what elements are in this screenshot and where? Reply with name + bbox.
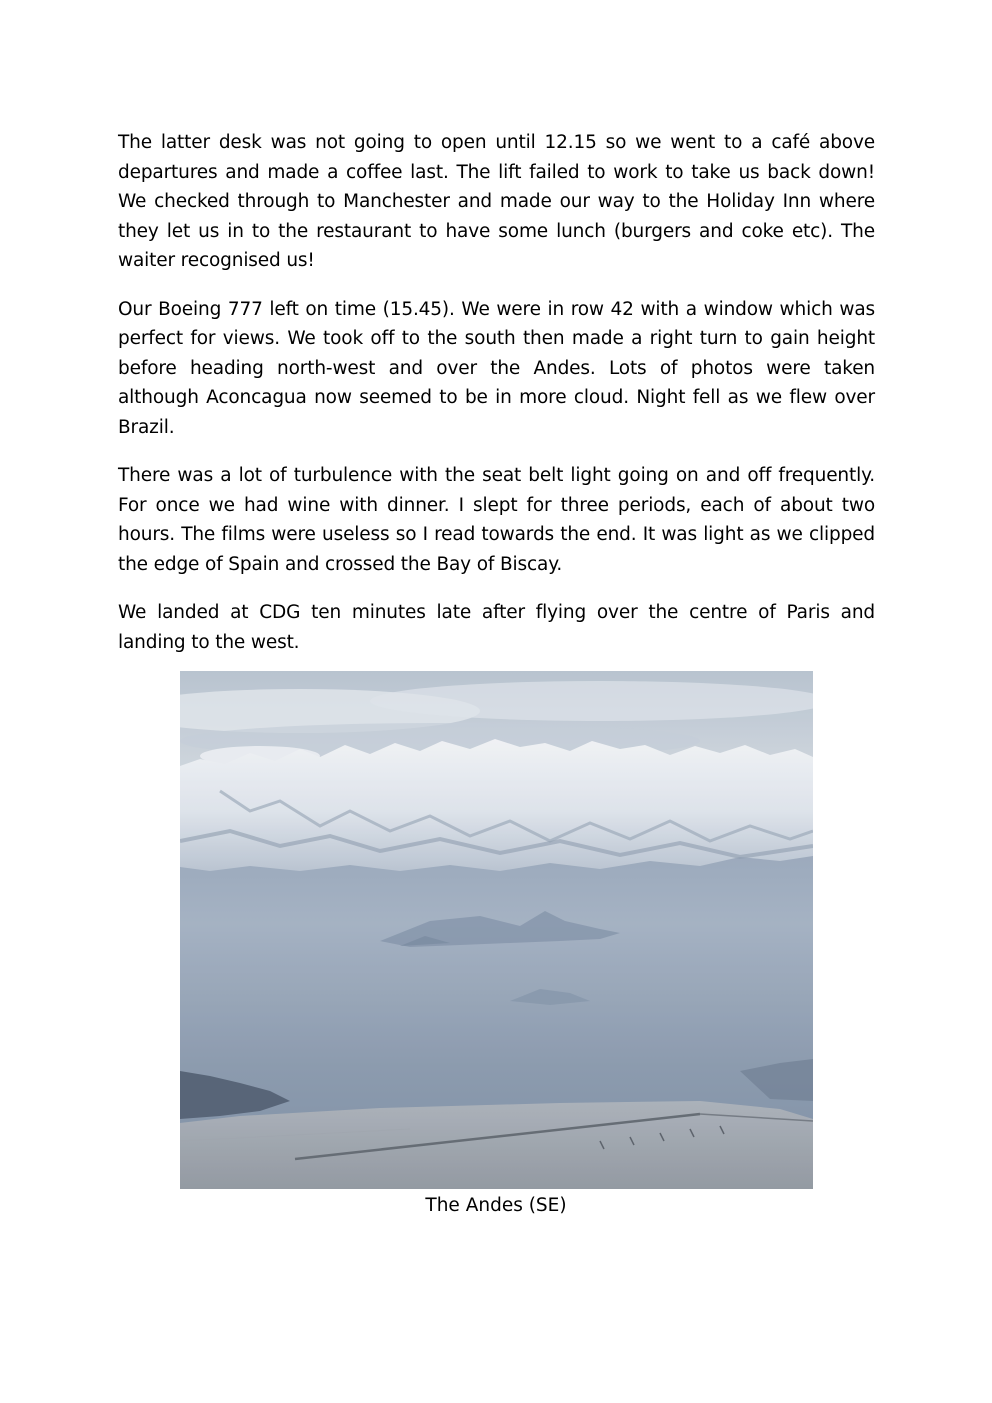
paragraph-2: Our Boeing 777 left on time (15.45). We were in row 42 with a window which was perfect for views. We took off to the south then made a right turn to gain height before heading north-west and over the Andes. Lots of photos were taken although Aconcagua now seemed to be in more cloud. Night fell as we flew over Brazil. — [118, 298, 875, 438]
body-text — [118, 128, 875, 676]
andes-photo — [180, 671, 813, 1189]
figure-caption: The Andes (SE) — [425, 1195, 567, 1216]
paragraph-3: There was a lot of turbulence with the seat belt light going on and off frequently. For once we had wine with dinner. I slept for three periods, each of about two hours. The films were useless so I read towards the end. It was light as we clipped the edge of Spain and crossed the Bay of Biscay. — [118, 465, 875, 575]
paragraph-4: We landed at CDG ten minutes late after flying over the centre of Paris and landing to the west. — [118, 602, 875, 653]
paragraph-1: The latter desk was not going to open until 12.15 so we went to a café above departures and made a coffee last. The lift failed to work to take us back down! We checked through to Manchester and made our way to the Holiday Inn where they let us in to the restaurant to have some lunch (burgers and coke etc). The waiter recognised us! — [118, 132, 875, 271]
